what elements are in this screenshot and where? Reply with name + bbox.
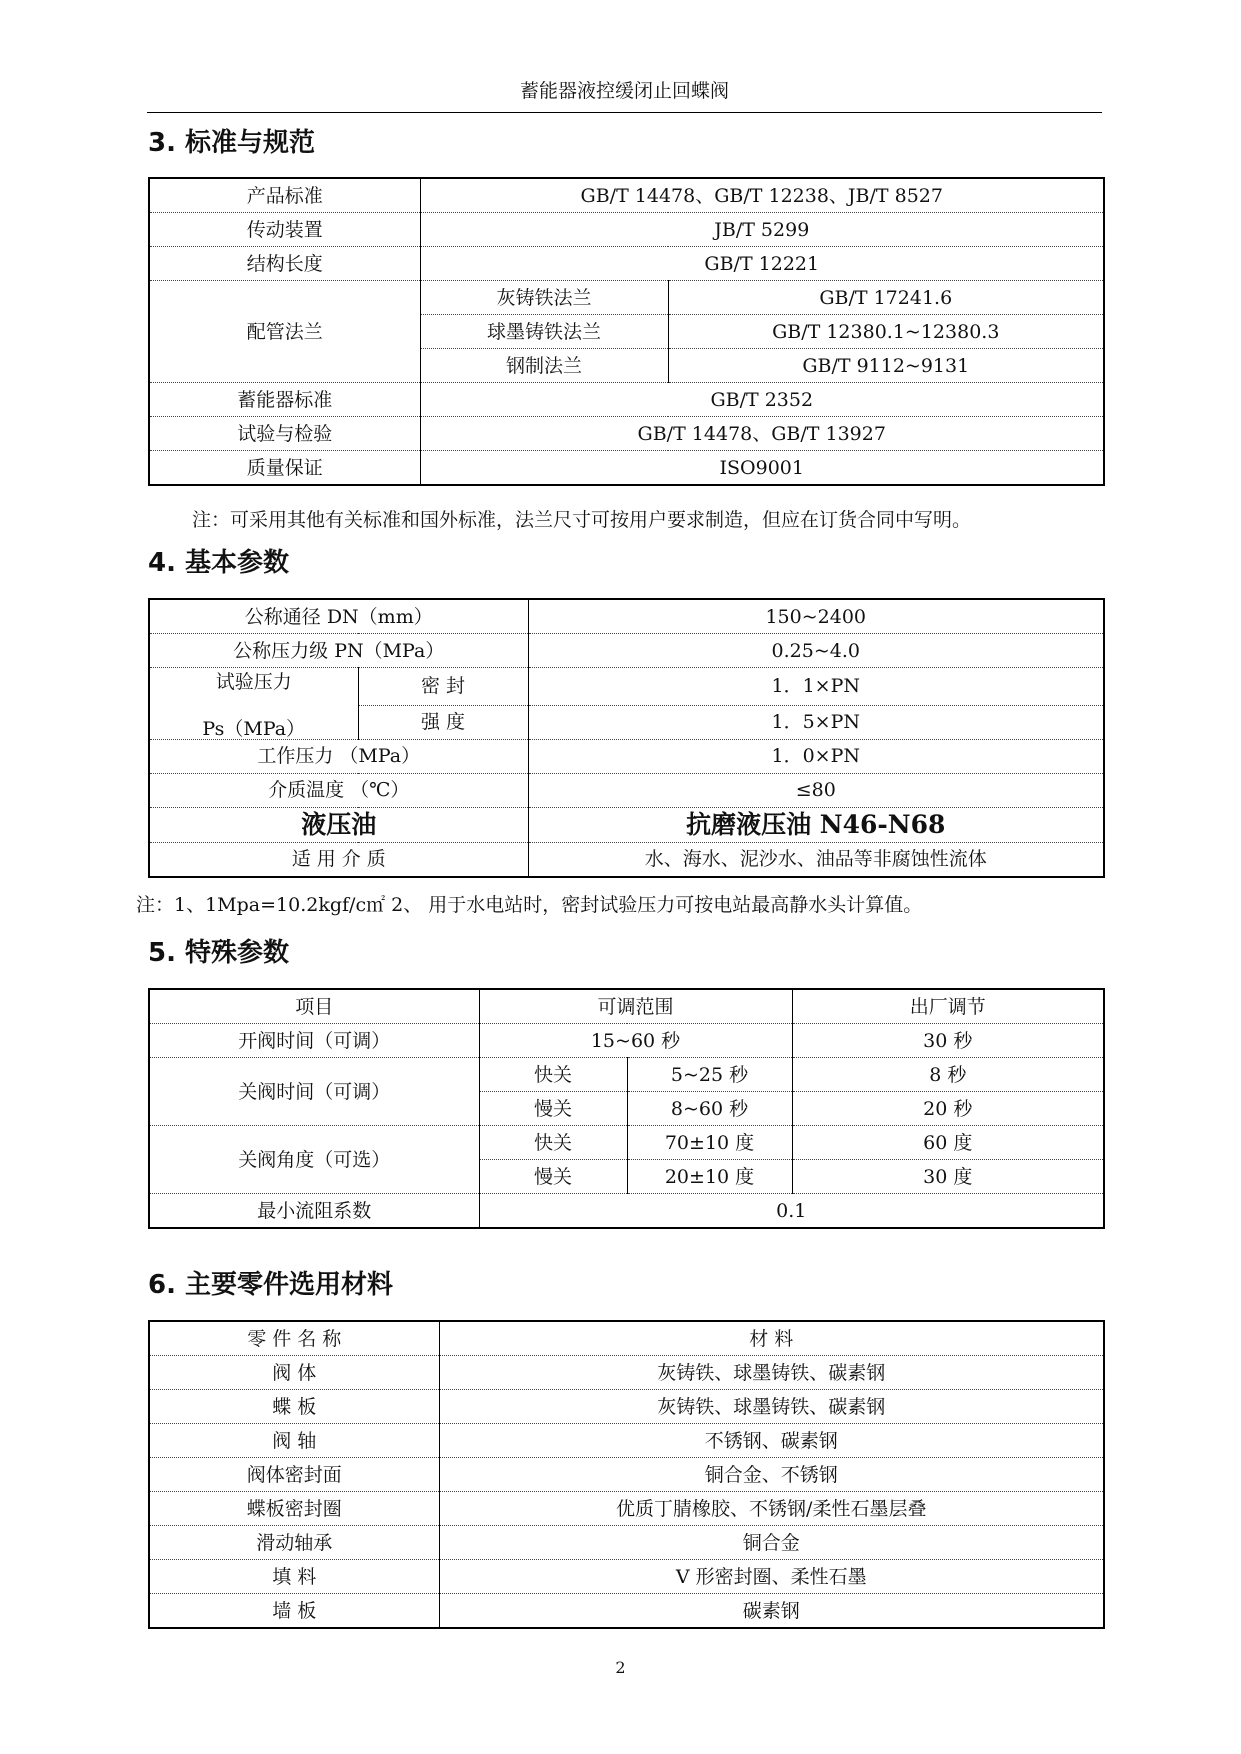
flow-resistance-label: 最小流阻系数 [149, 1194, 479, 1229]
fast-close-factory: 8 秒 [792, 1058, 1104, 1092]
standards-table [148, 177, 1105, 486]
length-label: 结构长度 [149, 247, 420, 281]
table-row [149, 417, 1104, 451]
part-name: 阀 体 [149, 1356, 439, 1390]
table-row [149, 1356, 1104, 1390]
basic-params-table [148, 598, 1105, 878]
hydraulic-oil-value: 抗磨液压油 N46-N68 [528, 807, 1104, 842]
part-name: 滑动轴承 [149, 1526, 439, 1560]
length-value: GB/T 12221 [420, 247, 1104, 281]
flange-type-value: GB/T 12380.1~12380.3 [668, 315, 1104, 349]
table-row [149, 634, 1104, 668]
hydraulic-oil-label: 液压油 [149, 807, 528, 842]
part-material: 优质丁腈橡胶、不锈钢/柔性石墨层叠 [439, 1492, 1104, 1526]
quality-label: 质量保证 [149, 451, 420, 486]
page-number: 2 [615, 1658, 626, 1677]
temperature-value: ≤80 [528, 773, 1104, 807]
part-material: 灰铸铁、球墨铸铁、碳素钢 [439, 1356, 1104, 1390]
table-row [149, 451, 1104, 486]
header-rule [147, 112, 1102, 113]
table-row [149, 773, 1104, 807]
seal-value: 1．1×PN [528, 668, 1104, 706]
part-name: 墙 板 [149, 1594, 439, 1629]
table-row [149, 599, 1104, 634]
flange-type-label: 钢制法兰 [420, 349, 668, 383]
slow-angle-factory: 30 度 [792, 1160, 1104, 1194]
table-row [149, 1321, 1104, 1356]
strength-value: 1．5×PN [528, 705, 1104, 739]
part-material: V 形密封圈、柔性石墨 [439, 1560, 1104, 1594]
dn-label: 公称通径 DN（mm） [149, 599, 528, 634]
item-header: 项目 [149, 989, 479, 1024]
standards-note: 注：可采用其他有关标准和国外标准，法兰尺寸可按用户要求制造，但应在订货合同中写明。 [192, 509, 972, 531]
params-note: 注：1、1Mpa=10.2kgf/c㎡ 2、 用于水电站时，密封试验压力可按电站最高静水头计算值。 [136, 894, 923, 916]
table-row [149, 807, 1104, 842]
material-header: 材 料 [439, 1321, 1104, 1356]
work-pressure-value: 1．0×PN [528, 739, 1104, 773]
table-row [149, 1058, 1104, 1092]
materials-table [148, 1320, 1105, 1629]
product-standard-value: GB/T 14478、GB/T 12238、JB/T 8527 [420, 178, 1104, 213]
part-material: 铜合金、不锈钢 [439, 1458, 1104, 1492]
table-row [149, 1492, 1104, 1526]
table-row [149, 1126, 1104, 1160]
part-name: 阀 轴 [149, 1424, 439, 1458]
flange-label: 配管法兰 [149, 281, 420, 383]
dn-value: 150~2400 [528, 599, 1104, 634]
part-name: 填 料 [149, 1560, 439, 1594]
table-row [149, 668, 1104, 706]
slow-close-factory: 20 秒 [792, 1092, 1104, 1126]
part-material: 铜合金 [439, 1526, 1104, 1560]
drive-value: JB/T 5299 [420, 213, 1104, 247]
table-row [149, 213, 1104, 247]
quality-value: ISO9001 [420, 451, 1104, 486]
open-time-label: 开阀时间（可调） [149, 1024, 479, 1058]
table-row [149, 1526, 1104, 1560]
factory-header: 出厂调节 [792, 989, 1104, 1024]
test-value: GB/T 14478、GB/T 13927 [420, 417, 1104, 451]
slow-close-label: 慢关 [479, 1092, 627, 1126]
slow-angle-range: 20±10 度 [627, 1160, 792, 1194]
fast-angle-label: 快关 [479, 1126, 627, 1160]
flange-type-value: GB/T 17241.6 [668, 281, 1104, 315]
part-material: 碳素钢 [439, 1594, 1104, 1629]
fast-close-range: 5~25 秒 [627, 1058, 792, 1092]
test-pressure-label: 试验压力 [149, 668, 358, 706]
pn-label: 公称压力级 PN（MPa） [149, 634, 528, 668]
close-angle-label: 关阀角度（可选） [149, 1126, 479, 1194]
table-row [149, 1194, 1104, 1229]
section-6-title: 6. 主要零件选用材料 [148, 1270, 394, 1300]
close-time-label: 关阀时间（可调） [149, 1058, 479, 1126]
strength-label: 强 度 [358, 705, 528, 739]
work-pressure-label: 工作压力 （MPa） [149, 739, 528, 773]
pn-value: 0.25~4.0 [528, 634, 1104, 668]
table-row [149, 1024, 1104, 1058]
table-row [149, 383, 1104, 417]
document-header: 蓄能器液控缓闭止回蝶阀 [519, 80, 729, 102]
fast-angle-factory: 60 度 [792, 1126, 1104, 1160]
part-name: 蝶板密封圈 [149, 1492, 439, 1526]
flange-type-label: 灰铸铁法兰 [420, 281, 668, 315]
slow-angle-label: 慢关 [479, 1160, 627, 1194]
special-params-table [148, 988, 1105, 1229]
table-row [149, 178, 1104, 213]
table-row [149, 1390, 1104, 1424]
test-pressure-unit: Ps（MPa） [149, 705, 358, 739]
accumulator-value: GB/T 2352 [420, 383, 1104, 417]
table-row [149, 1424, 1104, 1458]
flow-resistance-value: 0.1 [479, 1194, 1104, 1229]
temperature-label: 介质温度 （℃） [149, 773, 528, 807]
accumulator-label: 蓄能器标准 [149, 383, 420, 417]
part-material: 灰铸铁、球墨铸铁、碳素钢 [439, 1390, 1104, 1424]
table-row [149, 739, 1104, 773]
product-standard-label: 产品标准 [149, 178, 420, 213]
fast-angle-range: 70±10 度 [627, 1126, 792, 1160]
slow-close-range: 8~60 秒 [627, 1092, 792, 1126]
range-header: 可调范围 [479, 989, 792, 1024]
flange-type-value: GB/T 9112~9131 [668, 349, 1104, 383]
table-row [149, 989, 1104, 1024]
section-5-title: 5. 特殊参数 [148, 938, 290, 968]
medium-value: 水、海水、泥沙水、油品等非腐蚀性流体 [528, 842, 1104, 877]
table-row [149, 1560, 1104, 1594]
table-row [149, 842, 1104, 877]
open-time-range: 15~60 秒 [479, 1024, 792, 1058]
seal-label: 密 封 [358, 668, 528, 706]
table-row [149, 281, 1104, 315]
table-row [149, 1594, 1104, 1629]
part-name: 蝶 板 [149, 1390, 439, 1424]
fast-close-label: 快关 [479, 1058, 627, 1092]
part-material: 不锈钢、碳素钢 [439, 1424, 1104, 1458]
section-3-title: 3. 标准与规范 [148, 128, 316, 158]
test-label: 试验与检验 [149, 417, 420, 451]
drive-label: 传动装置 [149, 213, 420, 247]
part-name: 阀体密封面 [149, 1458, 439, 1492]
section-4-title: 4. 基本参数 [148, 548, 290, 578]
table-row [149, 705, 1104, 739]
flange-type-label: 球墨铸铁法兰 [420, 315, 668, 349]
open-time-factory: 30 秒 [792, 1024, 1104, 1058]
part-name-header: 零 件 名 称 [149, 1321, 439, 1356]
table-row [149, 247, 1104, 281]
medium-label: 适 用 介 质 [149, 842, 528, 877]
table-row [149, 1458, 1104, 1492]
